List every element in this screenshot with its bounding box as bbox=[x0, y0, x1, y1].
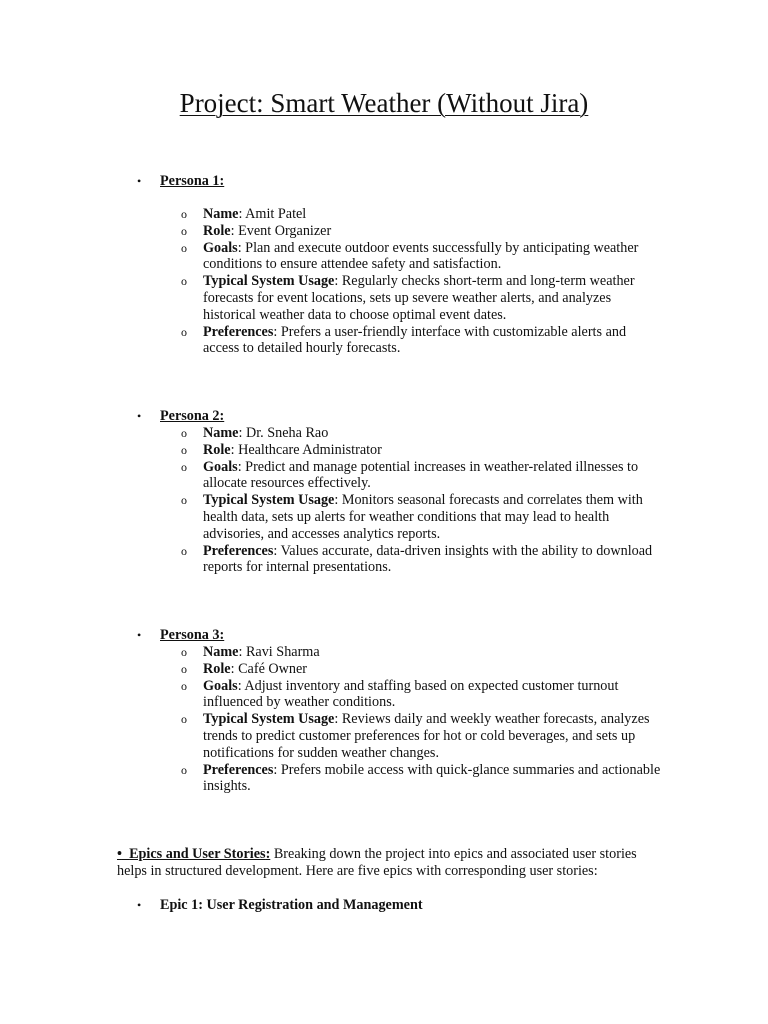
persona-1-section bbox=[0, 173, 768, 357]
circle-bullet-icon: o bbox=[181, 274, 187, 289]
list-item: o Name: Dr. Sneha Rao bbox=[181, 425, 329, 441]
list-item: o Goals: Adjust inventory and staffing based on expected customer turnout influenced by weather conditions. bbox=[181, 677, 619, 711]
persona-3-heading bbox=[0, 627, 768, 644]
circle-bullet-icon: o bbox=[181, 493, 187, 508]
persona-label: Persona 3: bbox=[160, 627, 225, 643]
epics-intro-text: Breaking down the project into epics and associated user stories helps in structured development. Here are five epics with corresponding user stories: bbox=[117, 846, 637, 879]
persona-2-fields bbox=[0, 425, 768, 576]
list-item: o Name: Ravi Sharma bbox=[181, 644, 320, 660]
persona-label: Persona 2: bbox=[160, 408, 225, 424]
bullet-icon: • bbox=[137, 409, 142, 423]
list-item: o Preferences: Values accurate, data-driven insights with the ability to download reports for internal presentations. bbox=[181, 542, 653, 576]
circle-bullet-icon: o bbox=[181, 207, 187, 221]
circle-bullet-icon: o bbox=[181, 223, 187, 238]
epic-1-heading bbox=[0, 897, 768, 914]
list-item: o Typical System Usage: Regularly checks short-term and long-term weather forecasts for event locations, sets up severe weather alerts, and analyzes historical weather data to choose optimal event dates. bbox=[181, 273, 635, 323]
circle-bullet-icon: o bbox=[181, 645, 187, 659]
persona-3-fields bbox=[0, 644, 768, 795]
circle-bullet-icon: o bbox=[181, 762, 187, 777]
epics-label: • Epics and User Stories: bbox=[117, 846, 271, 862]
persona-2-heading bbox=[0, 408, 768, 425]
circle-bullet-icon: o bbox=[181, 324, 187, 339]
circle-bullet-icon: o bbox=[181, 661, 187, 676]
list-item: o Goals: Predict and manage potential increases in weather-related illnesses to allocate resources effectively. bbox=[181, 458, 639, 492]
list-item: o Typical System Usage: Reviews daily and weekly weather forecasts, analyzes trends to predict customer preferences for hot or cold beverages, and sets up notifications for sudden weather changes. bbox=[181, 711, 650, 761]
persona-2-section bbox=[0, 408, 768, 576]
list-item: o Role: Café Owner bbox=[181, 660, 308, 677]
circle-bullet-icon: o bbox=[181, 678, 187, 693]
persona-1-fields bbox=[0, 206, 768, 357]
epics-intro-paragraph bbox=[117, 846, 647, 880]
circle-bullet-icon: o bbox=[181, 240, 187, 255]
circle-bullet-icon: o bbox=[181, 712, 187, 727]
circle-bullet-icon: o bbox=[181, 459, 187, 474]
circle-bullet-icon: o bbox=[181, 543, 187, 558]
bullet-icon: • bbox=[117, 846, 122, 862]
list-item: o Goals: Plan and execute outdoor events successfully by anticipating weather conditions to ensure attendee safety and satisfaction. bbox=[181, 239, 639, 273]
list-item: o Typical System Usage: Monitors seasonal forecasts and correlates them with health data, sets up alerts for weather conditions that may lead to health advisories, and accesses analytics reports. bbox=[181, 492, 643, 542]
epic-label: Epic 1: User Registration and Management bbox=[160, 897, 423, 913]
persona-label: Persona 1: bbox=[160, 173, 225, 189]
circle-bullet-icon: o bbox=[181, 442, 187, 457]
list-item: o Preferences: Prefers mobile access with quick-glance summaries and actionable insights. bbox=[181, 761, 661, 795]
list-item: o Role: Healthcare Administrator bbox=[181, 441, 382, 458]
bullet-icon: • bbox=[137, 898, 142, 912]
list-item: o Role: Event Organizer bbox=[181, 222, 332, 239]
bullet-icon: • bbox=[137, 628, 142, 642]
page-title: Project: Smart Weather (Without Jira) bbox=[179, 88, 589, 118]
bullet-icon: • bbox=[137, 174, 142, 188]
list-item: o Name: Amit Patel bbox=[181, 206, 307, 222]
list-item: o Preferences: Prefers a user-friendly interface with customizable alerts and access to detailed hourly forecasts. bbox=[181, 323, 627, 357]
persona-3-section bbox=[0, 627, 768, 795]
persona-1-heading bbox=[0, 173, 768, 190]
circle-bullet-icon: o bbox=[181, 426, 187, 440]
